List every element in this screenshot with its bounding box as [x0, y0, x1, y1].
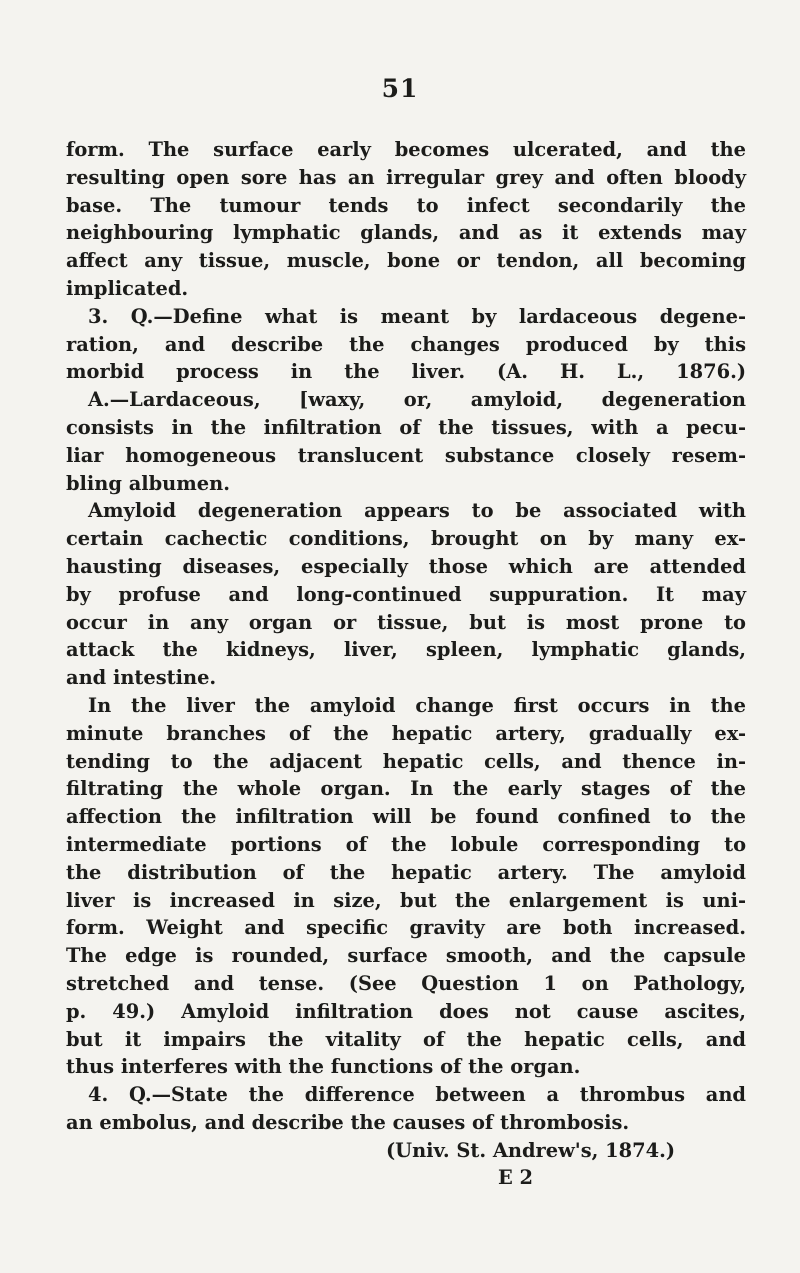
text-line: neighbouring lymphatic glands, and as it extends may	[66, 221, 746, 245]
text-line: morbid process in the liver. (A. H. L., 1876.)	[66, 360, 746, 384]
text-line: stretched and tense. (See Question 1 on Pathology,	[66, 971, 746, 995]
text-line: liar homogeneous translucent substance closely resem-	[66, 443, 746, 467]
text-line: hausting diseases, especially those which are attended	[66, 554, 746, 578]
text-line: certain cachectic conditions, brought on by many ex-	[66, 527, 746, 551]
answer-3: A.—Lardaceous, [waxy, or, amyloid, degeneration	[88, 388, 746, 412]
text-line: resulting open sore has an irregular grey and often bloody	[66, 165, 746, 189]
question-4: 4. Q.—State the difference between a thrombus and	[88, 1083, 746, 1107]
question-source: (Univ. St. Andrew's, 1874.)	[386, 1138, 676, 1162]
text-line: ration, and describe the changes produced by this	[66, 332, 746, 356]
text-line: attack the kidneys, liver, spleen, lymphatic glands,	[66, 638, 746, 662]
text-line: an embolus, and describe the causes of thrombosis.	[66, 1110, 630, 1134]
text-line: thus interferes with the functions of the organ.	[66, 1055, 581, 1079]
text-line: The edge is rounded, surface smooth, and the capsule	[66, 944, 746, 968]
body-text	[66, 136, 746, 1192]
text-line: base. The tumour tends to infect secondarily the	[66, 193, 746, 217]
text-line: and intestine.	[66, 666, 217, 690]
text-line: but it impairs the vitality of the hepatic cells, and	[66, 1027, 746, 1051]
text-line: occur in any organ or tissue, but is most prone to	[66, 610, 746, 634]
question-3: 3. Q.—Define what is meant by lardaceous degene-	[88, 304, 746, 328]
text-line: bling albumen.	[66, 471, 230, 495]
text-line: filtrating the whole organ. In the early stages of the	[66, 777, 746, 801]
text-line: by profuse and long-continued suppuration. It may	[66, 582, 746, 606]
text-line: liver is increased in size, but the enlargement is uni-	[66, 888, 746, 912]
text-line: the distribution of the hepatic artery. The amyloid	[66, 860, 746, 884]
text-line: implicated.	[66, 276, 189, 300]
text-line: affect any tissue, muscle, bone or tendon, all becoming	[66, 249, 746, 273]
text-line: Amyloid degeneration appears to be associated with	[88, 499, 746, 523]
text-line: minute branches of the hepatic artery, gradually ex-	[66, 721, 746, 745]
signature-mark: E 2	[498, 1166, 534, 1190]
text-line: form. Weight and specific gravity are both increased.	[66, 916, 746, 940]
text-line: consists in the infiltration of the tissues, with a pecu-	[66, 415, 746, 439]
text-line: affection the infiltration will be found confined to the	[66, 805, 746, 829]
page-number: 51	[381, 74, 419, 103]
text-line: tending to the adjacent hepatic cells, and thence in-	[66, 749, 746, 773]
text-line: p. 49.) Amyloid infiltration does not cause ascites,	[66, 999, 746, 1023]
text-line: In the liver the amyloid change first occurs in the	[88, 693, 746, 717]
text-line: intermediate portions of the lobule corresponding to	[66, 832, 746, 856]
text-line: form. The surface early becomes ulcerated, and the	[66, 138, 746, 161]
